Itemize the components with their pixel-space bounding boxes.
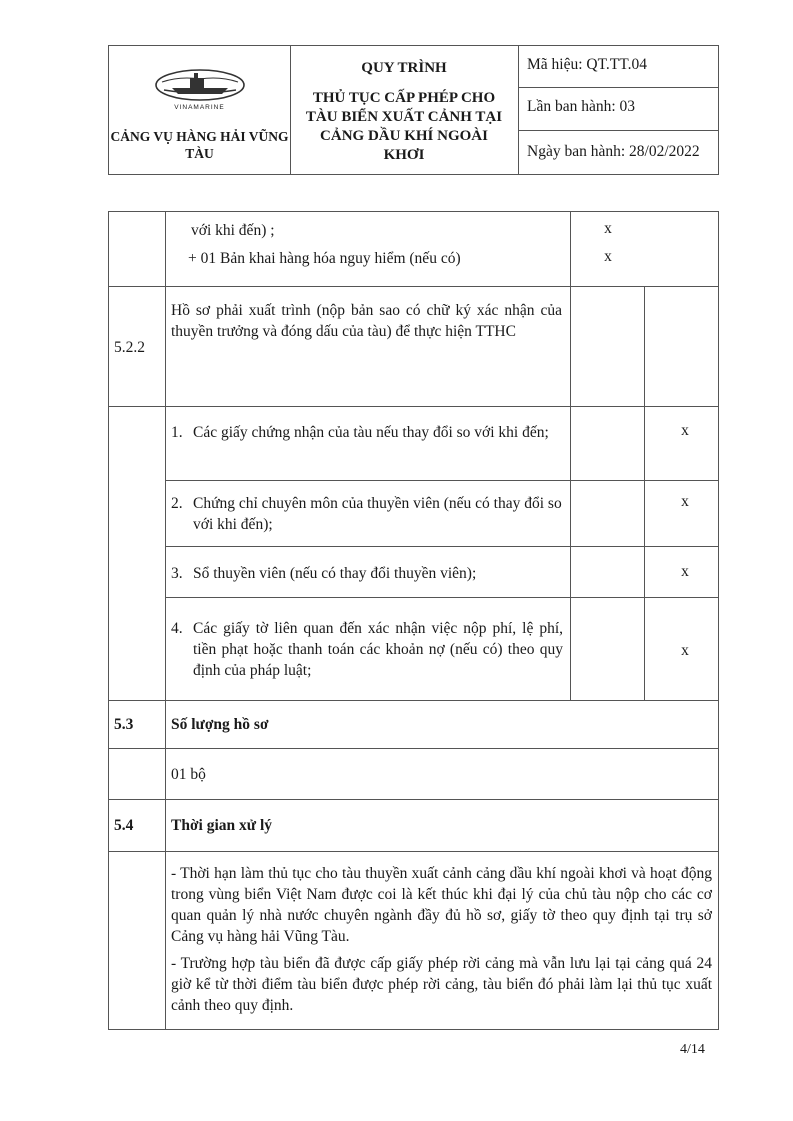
- document-count: 01 bộ: [171, 766, 206, 783]
- processing-time-paragraph: - Trường hợp tàu biển đã được cấp giấy phép rời cảng mà vẫn lưu lại tại cảng quá 24 giờ kể từ thời điểm tàu biển được phép rời cảng, tàu biển đó phải làm lại thủ tục xuất cảnh theo quy định.: [171, 955, 712, 1014]
- section-title: Số lượng hồ sơ: [171, 716, 269, 733]
- page-number: 4/14: [680, 1042, 705, 1057]
- check-mark: x: [681, 563, 689, 580]
- issue-date: Ngày ban hành: 28/02/2022: [527, 143, 700, 160]
- procedure-label: QUY TRÌNH: [361, 60, 447, 76]
- list-item: Các giấy chứng nhận của tàu nếu thay đổi so với khi đến;: [193, 424, 549, 441]
- list-item-number: 4.: [171, 620, 183, 637]
- section-number: 5.4: [114, 817, 134, 834]
- section-number: 5.2.2: [114, 339, 145, 356]
- processing-time-paragraph: - Thời hạn làm thủ tục cho tàu thuyền xuất cảnh cảng dầu khí ngoài khơi và hoạt động trong vùng biển Việt Nam được coi là kết thúc khi đại lý của chủ tàu nộp cho các cơ quan quản lý nhà nước chuyên ngành đầy đủ hồ sơ, giấy tờ theo quy định tại trụ sở Cảng vụ hàng hải Vũng Tàu.: [171, 865, 712, 945]
- list-item: Các giấy tờ liên quan đến xác nhận việc nộp phí, lệ phí, tiền phạt hoặc thanh toán các khoản nợ (nếu có) theo quy định của pháp luật;: [193, 620, 563, 679]
- issue-number: Lần ban hành: 03: [527, 98, 636, 115]
- section-title: Thời gian xử lý: [171, 817, 273, 834]
- continued-text: với khi đến) ;: [191, 222, 275, 239]
- list-item: Chứng chỉ chuyên môn của thuyền viên (nếu có thay đổi so với khi đến);: [193, 495, 562, 533]
- list-item-number: 3.: [171, 565, 183, 582]
- section-number: 5.3: [114, 716, 134, 733]
- check-mark: x: [681, 422, 689, 439]
- logo-wordmark: VINAMARINE: [174, 104, 225, 111]
- list-item-number: 2.: [171, 495, 183, 512]
- procedure-title-block: [290, 59, 518, 165]
- organization-name: CẢNG VỤ HÀNG HẢI VŨNG TÀU: [110, 129, 289, 161]
- document-code: Mã hiệu: QT.TT.04: [527, 56, 647, 73]
- vinamarine-logo: [127, 66, 272, 111]
- dangerous-goods-line: + 01 Bản khai hàng hóa nguy hiểm (nếu có): [188, 250, 461, 267]
- procedure-title: THỦ TỤC CẤP PHÉP CHO TÀU BIỂN XUẤT CẢNH TẠI CẢNG DẦU KHÍ NGOÀI KHƠI: [305, 90, 503, 163]
- check-mark: x: [681, 493, 689, 510]
- document-header: [108, 45, 719, 175]
- section-text: Hồ sơ phải xuất trình (nộp bản sao có chữ ký xác nhận của thuyền trưởng và đóng dấu của tàu) để thực hiện TTHC: [171, 302, 562, 340]
- check-mark: x: [604, 220, 612, 237]
- list-item: Sổ thuyền viên (nếu có thay đổi thuyền viên);: [193, 565, 477, 582]
- ship-emblem-icon: [150, 66, 250, 104]
- list-item-number: 1.: [171, 424, 183, 441]
- check-mark: x: [681, 642, 689, 659]
- check-mark: x: [604, 248, 612, 265]
